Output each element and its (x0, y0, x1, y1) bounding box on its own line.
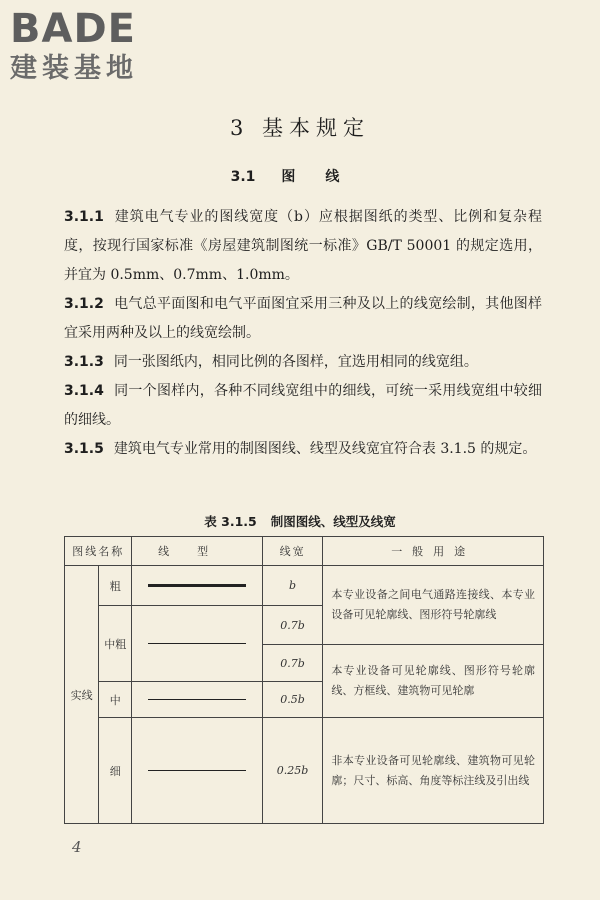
table-number: 表 3.1.5 (204, 514, 257, 529)
use-cell: 非本专业设备可见轮廓线、建筑物可见轮廓；尺寸、标高、角度等标注线及引出线 (323, 718, 544, 824)
clause-text: 同一个图样内，各种不同线宽组中的细线，可统一采用线宽组中较细的细线。 (64, 383, 542, 428)
brand-logo (10, 6, 138, 86)
clause-text: 建筑电气专业的图线宽度（b）应根据图纸的类型、比例和复杂程度，按现行国家标准《房屋建筑制图统一标准》GB/T 50001 的规定选用，并宜为 0.5mm、0.7mm、1.0mm。 (64, 209, 542, 283)
line-name-cell: 细 (99, 718, 132, 824)
clause-3-1-2 (64, 290, 542, 348)
page-number: 4 (72, 838, 82, 856)
line-type-cell (132, 718, 262, 824)
line-name-cell: 粗 (99, 566, 132, 606)
clause-number: 3.1.5 (64, 441, 104, 457)
clause-number: 3.1.4 (64, 383, 104, 399)
medium-line-sample (148, 699, 246, 700)
clause-text: 建筑电气专业常用的制图图线、线型及线宽宜符合表 3.1.5 的规定。 (113, 441, 537, 457)
clause-number: 3.1.3 (64, 354, 104, 370)
header-general-use: 一般用途 (323, 537, 544, 566)
clause-number: 3.1.2 (64, 296, 104, 312)
line-width-cell: 0.25b (262, 718, 323, 824)
clause-3-1-3 (64, 348, 542, 377)
section-number: 3.1 (230, 169, 256, 185)
header-line-name: 图线名称 (65, 537, 132, 566)
logo-wordmark: BADE (10, 6, 136, 52)
line-width-cell: 0.5b (262, 682, 323, 718)
section-title: 图线 (281, 169, 370, 185)
line-name-cell: 中 (99, 682, 132, 718)
line-type-cell (132, 682, 262, 718)
clause-text: 电气总平面图和电气平面图宜采用三种及以上的线宽绘制，其他图样宜采用两种及以上的线宽绘制。 (64, 296, 542, 341)
header-line-type: 线型 (132, 537, 262, 566)
use-cell: 本专业设备之间电气通路连接线、本专业设备可见轮廓线、图形符号轮廓线 (323, 566, 544, 645)
line-name-cell: 中粗 (99, 606, 132, 682)
header-line-width: 线宽 (262, 537, 323, 566)
thick-line-sample (148, 584, 246, 587)
table-title: 制图图线、线型及线宽 (270, 514, 396, 529)
clause-3-1-5 (64, 435, 542, 464)
medium-thick-line-sample (148, 643, 246, 645)
clause-3-1-1 (64, 203, 542, 290)
chapter-title: 3 基本规定 (229, 116, 371, 140)
logo-subtitle: 建装基地 (10, 53, 138, 84)
clause-list (64, 203, 542, 464)
clause-text: 同一张图纸内，相同比例的各图样，宜选用相同的线宽组。 (113, 354, 478, 370)
table-caption (0, 512, 600, 530)
clause-number: 3.1.1 (64, 209, 104, 225)
line-width-table (64, 536, 544, 824)
clause-3-1-4 (64, 377, 542, 435)
line-type-cell (132, 566, 262, 606)
table-row (65, 566, 544, 606)
table-header-row (65, 537, 544, 566)
line-width-cell: b (262, 566, 323, 606)
section-heading (0, 166, 600, 186)
line-width-cell: 0.7b (262, 645, 323, 682)
table-row (65, 718, 544, 824)
category-cell: 实线 (65, 566, 99, 824)
line-width-cell: 0.7b (262, 606, 323, 645)
thin-line-sample (148, 770, 246, 771)
use-cell: 本专业设备可见轮廓线、图形符号轮廓线、方框线、建筑物可见轮廓 (323, 645, 544, 718)
line-type-cell (132, 606, 262, 682)
